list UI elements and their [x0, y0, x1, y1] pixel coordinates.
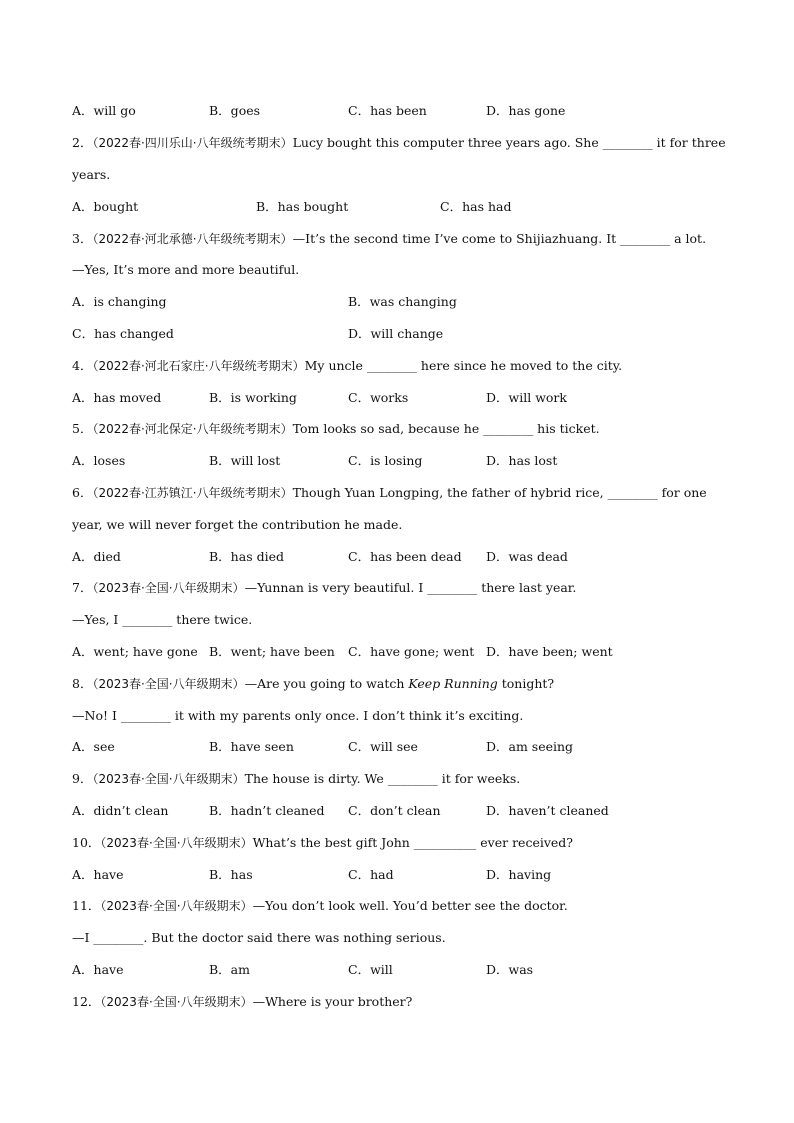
q2-number: 2． [72, 135, 93, 150]
q4-option-b[interactable]: B．is working [209, 390, 297, 405]
q7-option-c[interactable]: C．have gone; went [348, 644, 475, 659]
q2-source: （2022春·四川乐山·八年级统考期末） [92, 136, 293, 150]
q3-source: （2022春·河北承德·八年级统考期末） [92, 232, 293, 246]
q5-stem-text: Tom looks so sad, because he ________ his ticket. [292, 421, 600, 436]
q8-show-title: Keep Running [408, 676, 498, 691]
q8-number: 8． [72, 676, 93, 691]
q3-stem-line-1 [72, 230, 724, 248]
q12-number: 12． [72, 994, 101, 1009]
q2-stem-line-2: years. [72, 167, 111, 182]
q11-option-b[interactable]: B．am [209, 962, 250, 977]
q10-option-a[interactable]: A．have [72, 867, 124, 882]
q3-option-b[interactable]: B．was changing [348, 294, 457, 309]
q11-stem-line-1 [72, 897, 724, 915]
q5-stem-line-1 [72, 420, 724, 438]
q3-stem-text: —It’s the second time I’ve come to Shijiazhuang. It ________ a lot. [292, 231, 707, 246]
q11-option-c[interactable]: C．will [348, 962, 393, 977]
q2-option-b[interactable]: B．has bought [256, 199, 349, 214]
q8-option-b[interactable]: B．have seen [209, 739, 294, 754]
q3-option-a[interactable]: A．is changing [72, 294, 167, 309]
q7-option-a[interactable]: A．went; have gone [72, 644, 198, 659]
q7-source: （2023春·全国·八年级期末） [92, 581, 245, 595]
q9-source: （2023春·全国·八年级期末） [92, 772, 245, 786]
q8-options [72, 738, 724, 756]
q3-options-row-2 [72, 325, 724, 343]
q6-option-b[interactable]: B．has died [209, 549, 284, 564]
q9-option-b[interactable]: B．hadn’t cleaned [209, 803, 325, 818]
q5-option-d[interactable]: D．has lost [486, 453, 558, 468]
q7-stem-text: —Yunnan is very beautiful. I ________ there last year. [244, 580, 577, 595]
q11-option-d[interactable]: D．was [486, 962, 534, 977]
q6-option-c[interactable]: C．has been dead [348, 549, 462, 564]
q2-options [72, 198, 724, 216]
q9-option-a[interactable]: A．didn’t clean [72, 803, 169, 818]
q3-options-row-1 [72, 293, 724, 311]
q9-stem-line-1 [72, 770, 724, 788]
q6-option-a[interactable]: A．died [72, 549, 121, 564]
q4-stem-line-1 [72, 357, 724, 375]
q1-option-b[interactable]: B．goes [209, 103, 261, 118]
q1-options [72, 102, 724, 120]
q7-option-b[interactable]: B．went; have been [209, 644, 335, 659]
q12-stem-text: —Where is your brother? [252, 994, 413, 1009]
q9-option-c[interactable]: C．don’t clean [348, 803, 441, 818]
q5-option-b[interactable]: B．will lost [209, 453, 281, 468]
q11-stem-text: —You don’t look well. You’d better see the doctor. [252, 898, 568, 913]
q8-option-c[interactable]: C．will see [348, 739, 418, 754]
q2-option-c[interactable]: C．has had [440, 199, 512, 214]
q6-number: 6． [72, 485, 93, 500]
q11-options [72, 961, 724, 979]
q3-option-c[interactable]: C．has changed [72, 326, 174, 341]
q5-number: 5． [72, 421, 93, 436]
q4-options [72, 389, 724, 407]
q5-option-a[interactable]: A．loses [72, 453, 126, 468]
q10-option-b[interactable]: B．has [209, 867, 253, 882]
q9-stem-text: The house is dirty. We ________ it for weeks. [244, 771, 521, 786]
q7-option-d[interactable]: D．have been; went [486, 644, 613, 659]
q9-options [72, 802, 724, 820]
q1-option-c[interactable]: C．has been [348, 103, 427, 118]
q10-source: （2023春·全国·八年级期末） [100, 836, 253, 850]
q4-stem-text: My uncle ________ here since he moved to the city. [304, 358, 623, 373]
q12-stem-line-1 [72, 993, 724, 1011]
q11-number: 11． [72, 898, 101, 913]
q12-source: （2023春·全国·八年级期末） [100, 995, 253, 1009]
q7-number: 7． [72, 580, 93, 595]
q10-stem-line-1 [72, 834, 724, 852]
q8-option-d[interactable]: D．am seeing [486, 739, 574, 754]
q2-stem-line-1 [72, 134, 724, 152]
q6-option-d[interactable]: D．was dead [486, 549, 568, 564]
q8-option-a[interactable]: A．see [72, 739, 115, 754]
q8-source: （2023春·全国·八年级期末） [92, 677, 245, 691]
q10-number: 10． [72, 835, 101, 850]
q2-stem-text: Lucy bought this computer three years ago. She ________ it for three [292, 135, 726, 150]
q7-stem-line-1 [72, 579, 724, 597]
q7-stem-line-2: —Yes, I ________ there twice. [72, 612, 253, 627]
q8-stem-line-2: —No! I ________ it with my parents only once. I don’t think it’s exciting. [72, 708, 524, 723]
q5-options [72, 452, 724, 470]
q10-option-d[interactable]: D．having [486, 867, 552, 882]
q2-option-a[interactable]: A．bought [72, 199, 139, 214]
q6-options [72, 548, 724, 566]
q11-source: （2023春·全国·八年级期末） [100, 899, 253, 913]
q9-number: 9． [72, 771, 93, 786]
q3-stem-line-2: —Yes, It’s more and more beautiful. [72, 262, 300, 277]
q7-options [72, 643, 724, 661]
q11-stem-line-2: —I ________. But the doctor said there was nothing serious. [72, 930, 446, 945]
q11-option-a[interactable]: A．have [72, 962, 124, 977]
q10-options [72, 866, 724, 884]
q3-number: 3． [72, 231, 93, 246]
q8-stem-text-a: —Are you going to watch [244, 676, 409, 691]
q9-option-d[interactable]: D．haven’t cleaned [486, 803, 609, 818]
q4-option-a[interactable]: A．has moved [72, 390, 162, 405]
q4-number: 4． [72, 358, 93, 373]
q10-option-c[interactable]: C．had [348, 867, 394, 882]
q6-source: （2022春·江苏镇江·八年级统考期末） [92, 486, 293, 500]
q4-source: （2022春·河北石家庄·八年级统考期末） [92, 359, 305, 373]
q6-stem-line-1 [72, 484, 724, 502]
q6-stem-line-2: year, we will never forget the contribution he made. [72, 517, 403, 532]
q6-stem-text: Though Yuan Longping, the father of hybrid rice, ________ for one [292, 485, 707, 500]
q8-stem-line-1 [72, 675, 724, 693]
q3-option-d[interactable]: D．will change [348, 326, 444, 341]
q4-option-c[interactable]: C．works [348, 390, 409, 405]
q1-option-d[interactable]: D．has gone [486, 103, 566, 118]
q10-stem-text: What’s the best gift John __________ ever received? [252, 835, 574, 850]
q4-option-d[interactable]: D．will work [486, 390, 567, 405]
q1-option-a[interactable]: A．will go [72, 103, 136, 118]
q5-source: （2022春·河北保定·八年级统考期末） [92, 422, 293, 436]
q5-option-c[interactable]: C．is losing [348, 453, 423, 468]
q8-stem-text-c: tonight? [497, 676, 555, 691]
